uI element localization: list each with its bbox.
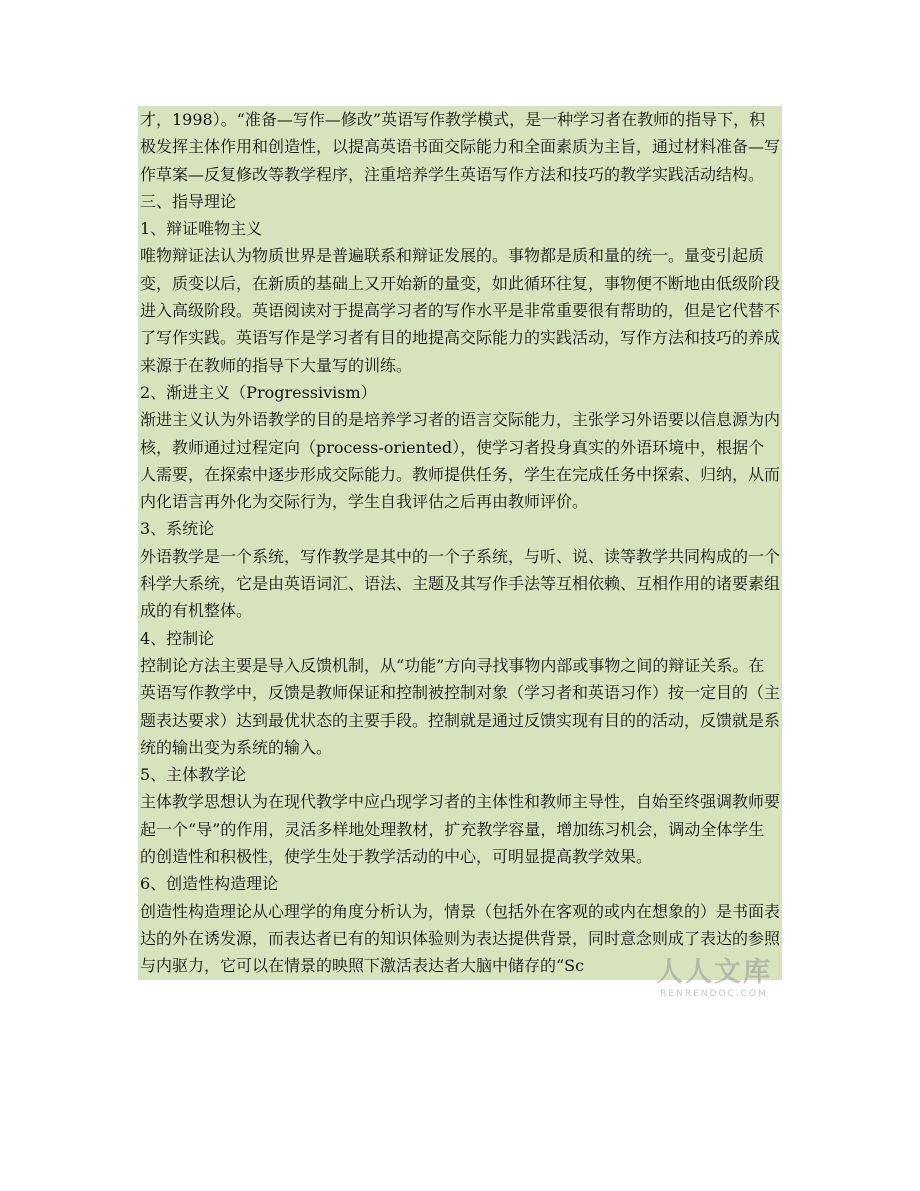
section-heading-guiding-theory: 三、指导理论 — [140, 191, 237, 211]
watermark-sub-text: RENRENDOC.COM — [660, 989, 768, 999]
subheading-cybernetics: 4、控制论 — [140, 628, 215, 648]
paragraph-progressivism: 渐进主义认为外语教学的目的是培养学习者的语言交际能力，主张学习外语要以信息源为内核，教师通过过程定向（process-oriented），使学习者投身真实的外语环境中，根据个人需要，在探索中逐步形成交际能力。教师提供任务，学生在完成任务中探索、归纳，从而内化语言再外化为交际行为，学生自我评估之后再由教师评价。 — [140, 410, 781, 512]
subheading-progressivism: 2、渐进主义（Progressivism） — [140, 382, 377, 402]
paragraph-systems-theory: 外语教学是一个系统，写作教学是其中的一个子系统，与听、说、读等教学共同构成的一个科学大系统，它是由英语词汇、语法、主题及其写作手法等互相依赖、互相作用的诸要素组成的有机整体。 — [140, 546, 781, 621]
watermark-main-text: 人人文库 — [656, 957, 772, 988]
document-body — [138, 106, 782, 980]
paragraph-subject-teaching: 主体教学思想认为在现代教学中应凸现学习者的主体性和教师主导性，自始至终强调教师要起一个“导”的作用，灵活多样地处理教材，扩充教学容量，增加练习机会，调动全体学生的创造性和积极性，使学生处于教学活动的中心，可明显提高教学效果。 — [140, 792, 781, 867]
subheading-subject-teaching: 5、主体教学论 — [140, 765, 247, 785]
paragraph-creative-construction: 创造性构造理论从心理学的角度分析认为，情景（包括外在客观的或内在想象的）是书面表达的外在诱发源，而表达者已有的知识体验则为表达提供背景，同时意念则成了表达的参照与内驱力，它可以在情景的映照下激活表达者大脑中储存的“Sc — [140, 901, 781, 976]
subheading-systems-theory: 3、系统论 — [140, 519, 215, 539]
subheading-creative-construction: 6、创造性构造理论 — [140, 874, 279, 894]
paragraph-intro: 才，1998）。“准备—写作—修改”英语写作教学模式，是一种学习者在教师的指导下，积极发挥主体作用和创造性，以提高英语书面交际能力和全面素质为主旨，通过材料准备—写作草案—反复修改等教学程序，注重培养学生英语写作方法和技巧的教学实践活动结构。 — [140, 110, 781, 184]
paragraph-cybernetics: 控制论方法主要是导入反馈机制，从“功能”方向寻找事物内部或事物之间的辩证关系。在英语写作教学中，反馈是教师保证和控制被控制对象（学习者和英语习作）按一定目的（主题表达要求）达到最优状态的主要手段。控制就是通过反馈实现有目的的活动，反馈就是系统的输出变为系统的输入。 — [140, 655, 781, 757]
subheading-dialectical-materialism: 1、辩证唯物主义 — [140, 219, 263, 239]
paragraph-dialectical-materialism: 唯物辩证法认为物质世界是普遍联系和辩证发展的。事物都是质和量的统一。量变引起质变，质变以后，在新质的基础上又开始新的量变，如此循环往复，事物便不断地由低级阶段进入高级阶段。英语阅读对于提高学习者的写作水平是非常重要很有帮助的，但是它代替不了写作实践。英语写作是学习者有目的地提高交际能力的实践活动，写作方法和技巧的养成来源于在教师的指导下大量写的训练。 — [140, 246, 781, 375]
